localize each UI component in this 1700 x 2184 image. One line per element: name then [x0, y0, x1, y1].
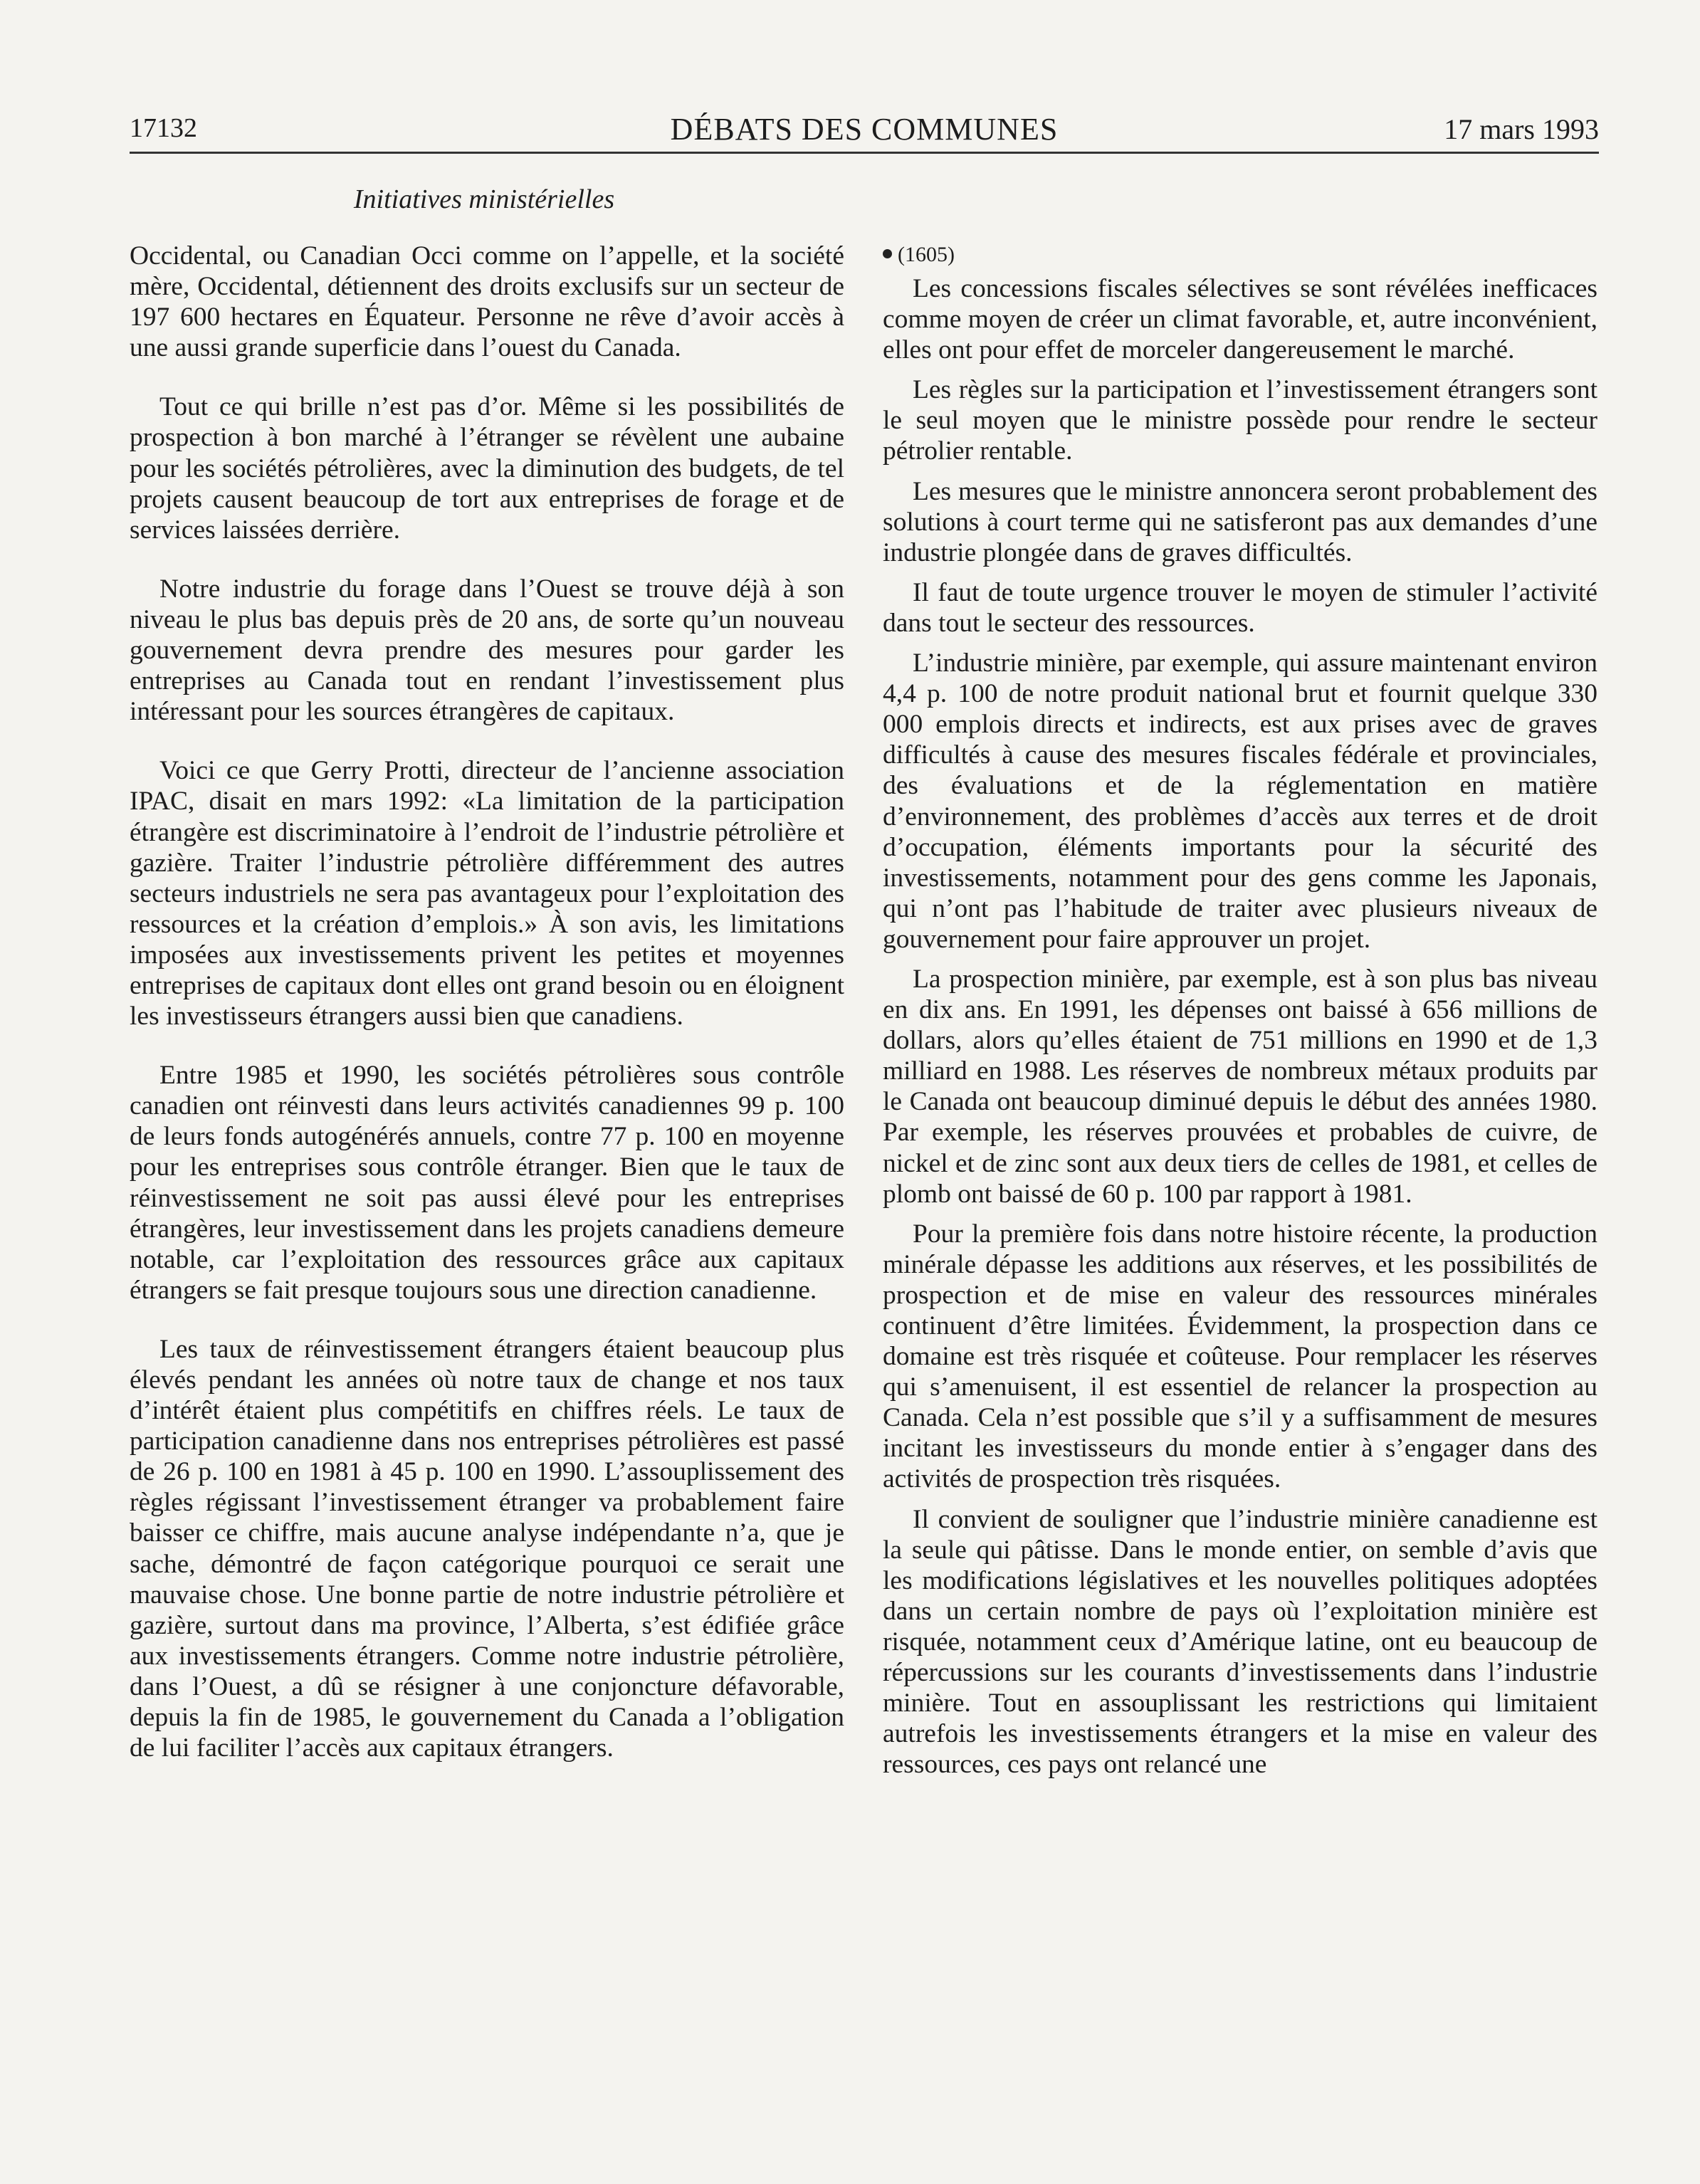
publication-title: DÉBATS DES COMMUNES	[670, 112, 1059, 147]
paragraph: L’industrie minière, par exemple, qui assure maintenant environ 4,4 p. 100 de notre produit national brut et fournit quelque 330 000 emplois directs et indirects, est aux prises avec de graves difficultés à cause des mesures fiscales fédérale et provinciales, des évaluations et de la réglementation en matière d’environnement, des problèmes d’accès aux terres et de droit d’occupation, éléments importants pour la sécurité des investissements, notamment pour des gens comme les Japonais, qui n’ont pas l’habitude de traiter avec plusieurs niveaux de gouvernement pour faire approuver un projet.	[883, 649, 1597, 954]
left-column	[130, 241, 844, 1792]
page-header	[130, 105, 1599, 151]
paragraph: Les concessions fiscales sélectives se sont révélées inefficaces comme moyen de créer un climat favorable, et, autre inconvénient, elles ont pour effet de morceler dangereusement le marché.	[883, 274, 1597, 365]
bullet-icon	[883, 249, 892, 258]
paragraph: Il convient de souligner que l’industrie minière canadienne est la seule qui pâtisse. Dans le monde entier, on semble d’avis que les modifications législatives et les nouvelles politiques adoptées dans un certain nombre de pays où l’exploitation minière est risquée, notamment ceux d’Amérique latine, ont eu beaucoup de répercussions sur les courants d’investissements dans l’industrie minière. Tout en assouplissant les restrictions qui limitaient autrefois les investissements étrangers et la mise en valeur des ressources, ces pays ont relancé une	[883, 1504, 1597, 1780]
publication-date: 17 mars 1993	[1444, 113, 1599, 145]
paragraph: Entre 1985 et 1990, les sociétés pétrolières sous contrôle canadien ont réinvesti dans leurs activités canadiennes 99 p. 100 de leurs fonds autogénérés annuels, contre 77 p. 100 en moyenne pour les entreprises sous contrôle étranger. Bien que le taux de réinvestissement ne soit pas aussi élevé pour les entreprises étrangères, leur investissement dans les projets canadiens demeure notable, car l’exploitation des ressources grâce aux capitaux étrangers se fait presque toujours sous une direction canadienne.	[130, 1061, 844, 1305]
right-column	[883, 241, 1597, 1780]
section-title: Initiatives ministérielles	[353, 184, 615, 214]
paragraph: Notre industrie du forage dans l’Ouest se trouve déjà à son niveau le plus bas depuis près de 20 ans, de sorte qu’un nouveau gouvernement devra prendre des mesures pour garder les entreprises au Canada tout en rendant l’investissement plus intéressant pour les sources étrangères de capitaux.	[130, 574, 844, 727]
paragraph: Les mesures que le ministre annoncera seront probablement des solutions à court terme qui ne satisferont pas aux demandes d’une industrie plongée dans de graves difficultés.	[883, 476, 1597, 567]
page-number: 17132	[130, 113, 197, 143]
paragraph: Les règles sur la participation et l’investissement étrangers sont le seul moyen que le ministre possède pour rendre le secteur pétrolier rentable.	[883, 375, 1597, 466]
time-marker	[883, 241, 1597, 269]
paragraph: Il faut de toute urgence trouver le moyen de stimuler l’activité dans tout le secteur des ressources.	[883, 577, 1597, 638]
time-marker-label: (1605)	[898, 243, 955, 266]
paragraph: La prospection minière, par exemple, est à son plus bas niveau en dix ans. En 1991, les dépenses ont baissé à 656 millions de dollars, alors qu’elles étaient de 751 millions en 1990 et de 1,3 milliard en 1988. Les réserves de nombreux métaux produits par le Canada ont beaucoup diminué depuis le début des années 1980. Par exemple, les réserves prouvées et probables de cuivre, de nickel et de zinc sont aux deux tiers de celles de 1981, et celles de plomb ont baissé de 60 p. 100 par rapport à 1981.	[883, 964, 1597, 1209]
paragraph: Voici ce que Gerry Protti, directeur de l’ancienne association IPAC, disait en mars 1992: «La limitation de la participation étrangère est discriminatoire à l’endroit de l’industrie pétrolière et gazière. Traiter l’industrie pétrolière différemment des autres secteurs industriels ne sera pas avantageux pour l’exploitation des ressources et la création d’emplois.» À son avis, les limitations imposées aux investissements privent les petites et moyennes entreprises de capitaux dont elles ont grand besoin ou en éloignent les investisseurs étrangers aussi bien que canadiens.	[130, 756, 844, 1031]
paragraph: Occidental, ou Canadian Occi comme on l’appelle, et la société mère, Occidental, détiennent des droits exclusifs sur un secteur de 197 600 hectares en Équateur. Personne ne rêve d’avoir accès à une aussi grande superficie dans l’ouest du Canada.	[130, 241, 844, 363]
paragraph: Les taux de réinvestissement étrangers étaient beaucoup plus élevés pendant les années où notre taux de change et nos taux d’intérêt étaient plus compétitifs en chiffres réels. Le taux de participation canadienne dans nos entreprises pétrolières est passé de 26 p. 100 en 1981 à 45 p. 100 en 1990. L’assouplissement des règles régissant l’investissement étranger va probablement faire baisser ce chiffre, mais aucune analyse indépendante n’a, que je sache, démontré de façon catégorique pourquoi ce serait une mauvaise chose. Une bonne partie de notre industrie pétrolière et gazière, surtout dans ma province, l’Alberta, s’est édifiée grâce aux investissements étrangers. Comme notre industrie pétrolière, dans l’Ouest, a dû se résigner à une conjoncture défavorable, depuis la fin de 1985, le gouvernement du Canada a l’obligation de lui faciliter l’accès aux capitaux étrangers.	[130, 1334, 844, 1763]
header-rule	[130, 152, 1599, 154]
paragraph: Pour la première fois dans notre histoire récente, la production minérale dépasse les additions aux réserves, et les possibilités de prospection et de mise en valeur des ressources minérales continuent d’être limitées. Évidemment, la prospection dans ce domaine est très risquée et coûteuse. Pour remplacer les réserves qui s’amenuisent, il est essentiel de relancer la prospection au Canada. Cela n’est possible que s’il y a suffisamment de mesures incitant les investisseurs du monde entier à s’engager dans des activités de prospection très risquées.	[883, 1219, 1597, 1494]
paragraph: Tout ce qui brille n’est pas d’or. Même si les possibilités de prospection à bon marché à l’étranger se révèlent une aubaine pour les sociétés pétrolières, avec la diminution des budgets, de tel projets causent beaucoup de tort aux entreprises de forage et de services laissées derrière.	[130, 392, 844, 545]
